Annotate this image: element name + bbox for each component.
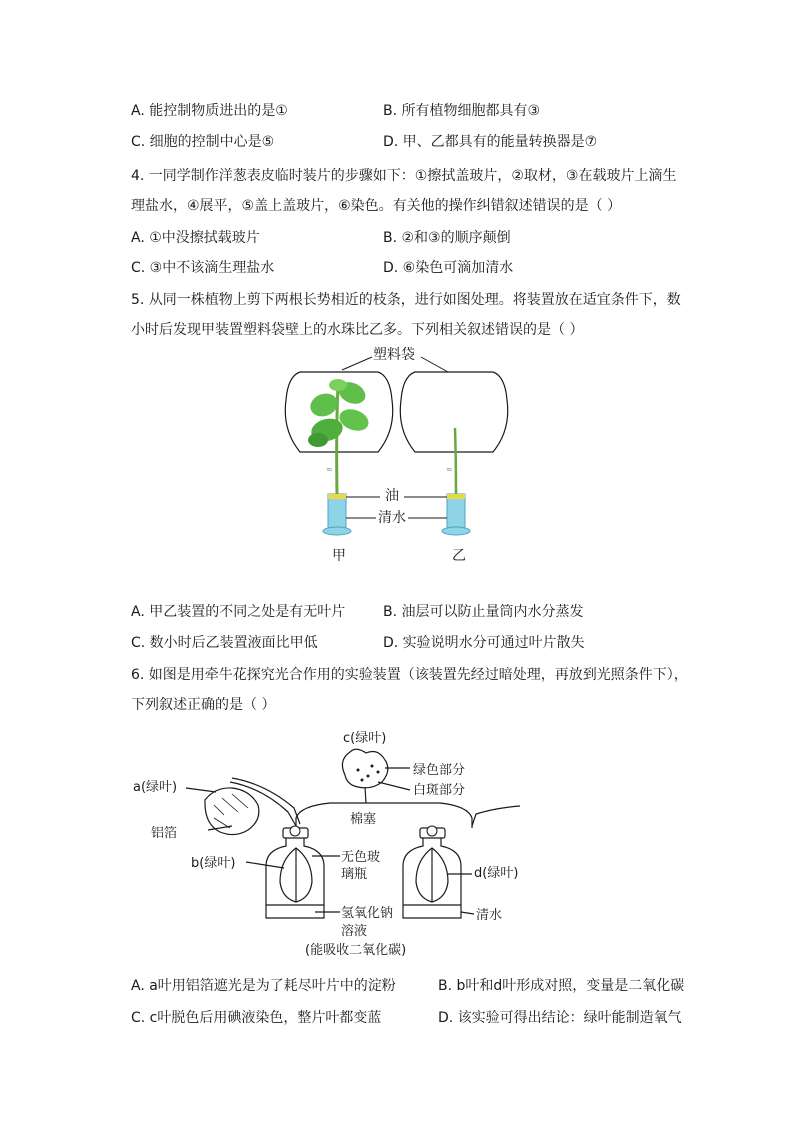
q5-stem-line2: 小时后发现甲装置塑料袋壁上的水珠比乙多。下列相关叙述错误的是（ ） [131,322,584,338]
q6-option-a: A. a叶用铝箔遮光是为了耗尽叶片中的淀粉 [131,978,396,994]
q5-option-a: A. 甲乙装置的不同之处是有无叶片 [131,604,346,620]
q5-option-b: B. 油层可以防止量筒内水分蒸发 [383,604,584,620]
q6-label-a: a(绿叶) [133,780,178,795]
svg-text:≈: ≈ [326,465,333,474]
q5-label-oil: 油 [385,488,399,504]
q4-stem-line1: 4. 一同学制作洋葱表皮临时装片的步骤如下：①擦拭盖玻片，②取材，③在载玻片上滴生 [131,168,677,184]
q6-label-naoh-2: 溶液 [341,924,368,939]
q3-option-b: B. 所有植物细胞都具有③ [383,103,541,119]
q6-label-green-part: 绿色部分 [413,763,466,778]
q3-option-c: C. 细胞的控制中心是⑤ [131,134,275,150]
q3-option-a: A. 能控制物质进出的是① [131,103,288,119]
q5-option-c: C. 数小时后乙装置液面比甲低 [131,635,318,651]
q5-label-yi: 乙 [452,548,466,564]
q5-stem-line1: 5. 从同一株植物上剪下两根长势相近的枝条，进行如图处理。将装置放在适宜条件下，数 [131,292,681,308]
q6-label-c: c(绿叶) [343,731,387,746]
q5-option-d: D. 实验说明水分可通过叶片散失 [383,635,585,651]
q3-option-d: D. 甲、乙都具有的能量转换器是⑦ [383,134,598,150]
q5-label-water: 清水 [378,510,406,526]
q6-option-c: C. c叶脱色后用碘液染色，整片叶都变蓝 [131,1010,382,1026]
q6-option-b: B. b叶和d叶形成对照，变量是二氧化碳 [438,978,685,994]
q4-option-b: B. ②和③的顺序颠倒 [383,230,511,246]
q6-label-white-part: 白斑部分 [413,783,466,798]
q5-label-jia: 甲 [332,548,346,564]
q6-label-naoh-1: 氢氧化钠 [341,906,394,921]
q6-stem-line2: 下列叙述正确的是（ ） [131,697,276,713]
q4-option-c: C. ③中不该滴生理盐水 [131,260,275,276]
q6-label-water: 清水 [476,908,503,923]
q4-option-d: D. ⑥染色可滴加清水 [383,260,514,276]
q6-label-foil: 铝箔 [151,826,178,841]
q6-label-bottle-2: 璃瓶 [341,867,368,882]
q4-stem-line2: 理盐水，④展平，⑤盖上盖玻片，⑥染色。有关他的操作纠错叙述错误的是（ ） [131,198,622,214]
q6-label-cotton: 棉塞 [350,812,377,827]
q5-label-bag: 塑料袋 [373,347,415,363]
q6-stem-line1: 6. 如图是用牵牛花探究光合作用的实验装置（该装置先经过暗处理，再放到光照条件下）， [131,667,688,683]
q6-label-d: d(绿叶) [474,866,519,881]
svg-text:≈: ≈ [446,465,453,474]
q6-label-b: b(绿叶) [191,856,236,871]
q4-option-a: A. ①中没擦拭载玻片 [131,230,260,246]
q6-option-d: D. 该实验可得出结论：绿叶能制造氧气 [438,1010,682,1026]
q6-label-absorb: (能吸收二氧化碳) [305,943,407,958]
q6-label-bottle-1: 无色玻 [341,850,381,865]
